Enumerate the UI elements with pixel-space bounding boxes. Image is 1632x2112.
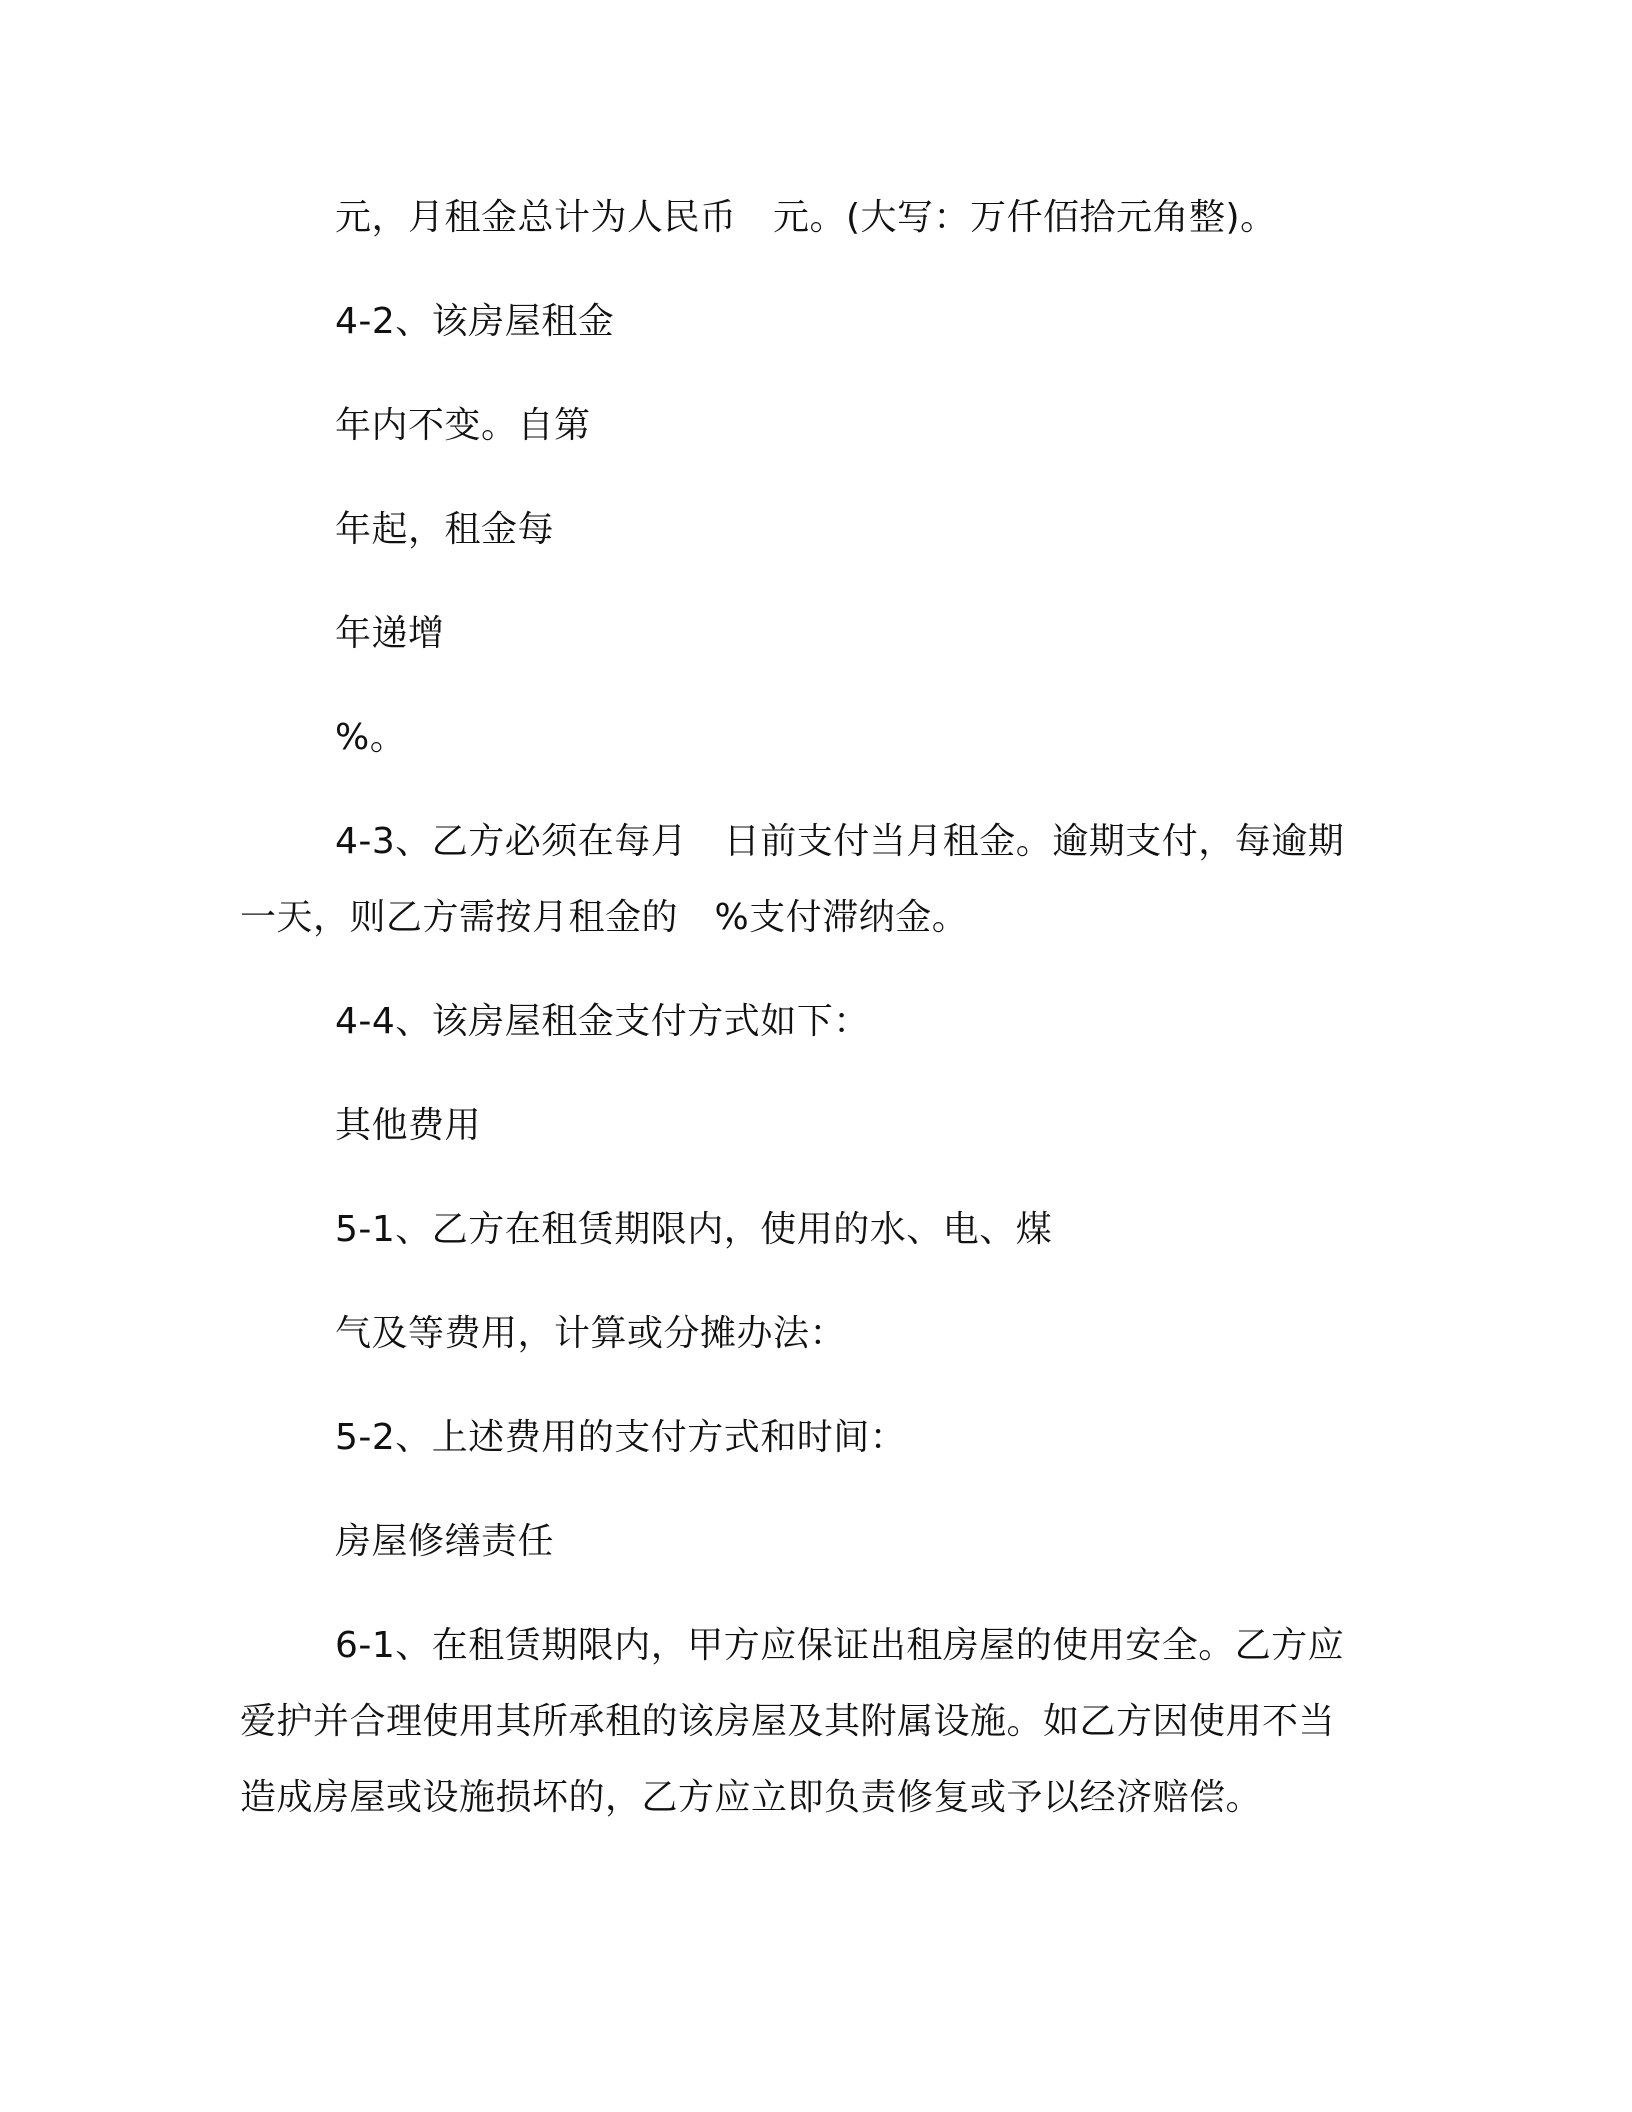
section-heading-other-fees: 其他费用: [335, 1105, 482, 1146]
section-heading-repair: 房屋修缮责任: [335, 1521, 555, 1562]
clause-5-1-continuation: 气及等费用，计算或分摊办法：: [335, 1313, 847, 1354]
clause-5-1: 5-1、乙方在租赁期限内，使用的水、电、煤: [335, 1209, 1053, 1250]
text-line: 年递增: [335, 613, 445, 654]
clause-6-1: 6-1、在租赁期限内，甲方应保证出租房屋的使用安全。乙方应: [335, 1625, 1345, 1666]
clause-6-1-continuation: 造成房屋或设施损坏的，乙方应立即负责修复或予以经济赔偿。: [240, 1777, 1263, 1818]
clause-5-2: 5-2、上述费用的支付方式和时间：: [335, 1417, 907, 1458]
text-line: 年起，租金每: [335, 509, 555, 550]
clause-6-1-continuation: 爱护并合理使用其所承租的该房屋及其附属设施。如乙方因使用不当: [240, 1701, 1336, 1742]
text-line-total-rent: 元，月租金总计为人民币 元。(大写：万仟佰拾元角整)。: [335, 197, 1277, 238]
clause-4-3: 4-3、乙方必须在每月 日前支付当月租金。逾期支付，每逾期: [335, 821, 1345, 862]
clause-4-4: 4-4、该房屋租金支付方式如下：: [335, 1001, 870, 1042]
clause-4-2-heading: 4-2、该房屋租金: [335, 301, 615, 342]
text-line: %。: [335, 717, 407, 758]
clause-4-3-continuation: 一天，则乙方需按月租金的 %支付滞纳金。: [240, 897, 969, 938]
text-line: 年内不变。自第: [335, 405, 591, 446]
